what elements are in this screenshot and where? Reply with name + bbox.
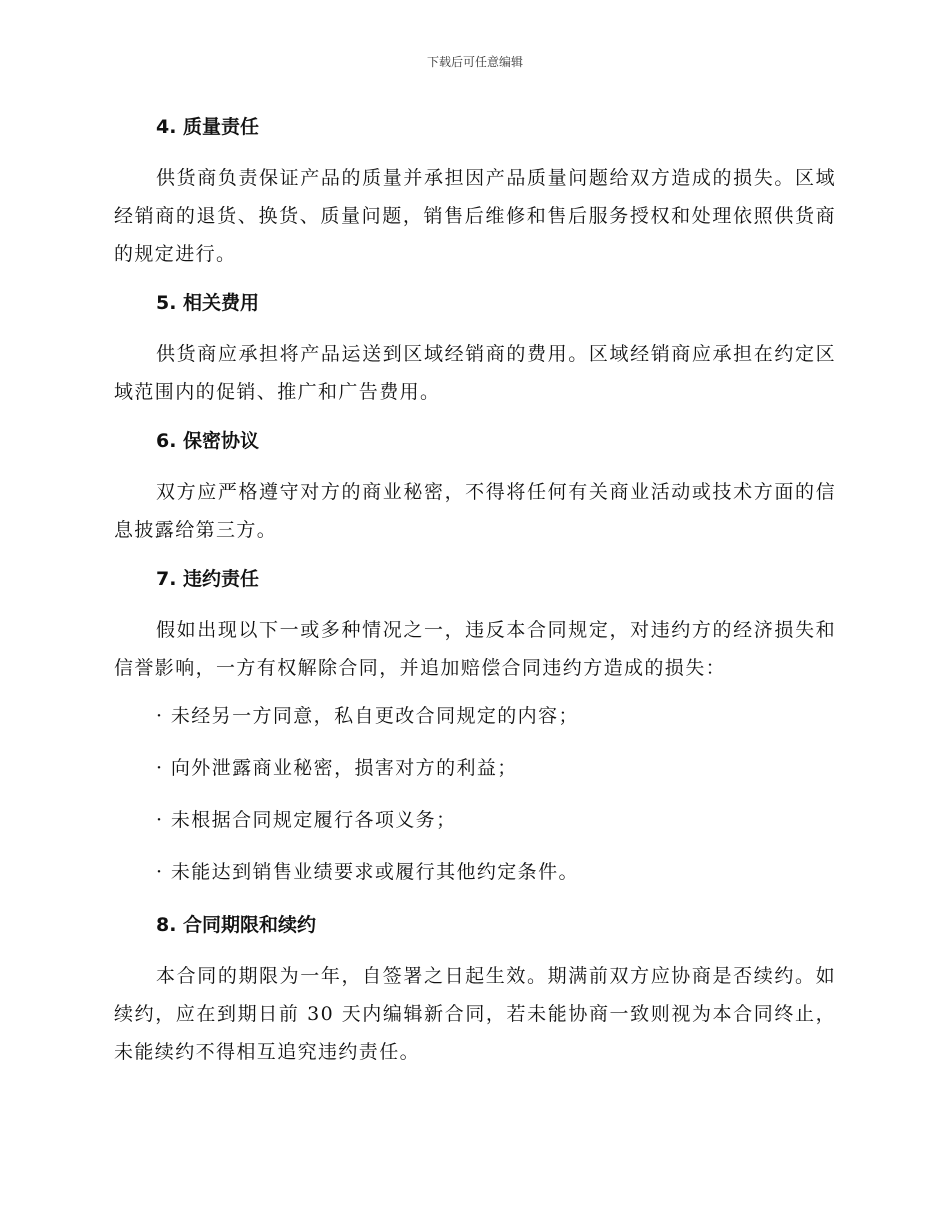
section-paragraph: 供货商应承担将产品运送到区域经销商的费用。区域经销商应承担在约定区域范围内的促销、推广和广告费用。 — [114, 343, 836, 403]
section-heading: 6. 保密协议 — [156, 430, 260, 452]
section-heading: 7. 违约责任 — [156, 568, 260, 590]
section-paragraph: 供货商负责保证产品的质量并承担因产品质量问题给双方造成的损失。区域经销商的退货、换货、质量问题，销售后维修和售后服务授权和处理依照供货商的规定进行。 — [114, 167, 836, 265]
section-confidentiality — [114, 421, 836, 549]
section-heading: 8. 合同期限和续约 — [156, 914, 317, 936]
bullet-item: · 向外泄露商业秘密，损害对方的利益； — [156, 757, 518, 779]
section-term-renewal — [114, 905, 836, 1071]
section-related-fees — [114, 283, 836, 411]
section-quality-responsibility — [114, 107, 836, 273]
page-header: 下载后可任意编辑 — [426, 55, 523, 69]
section-heading: 4. 质量责任 — [156, 116, 260, 138]
bullet-item: · 未能达到销售业绩要求或履行其他约定条件。 — [156, 861, 579, 883]
bullet-item: · 未根据合同规定履行各项义务； — [156, 809, 457, 831]
section-breach-liability — [114, 559, 836, 891]
section-heading: 5. 相关费用 — [156, 292, 260, 314]
document-body — [114, 107, 836, 1081]
bullet-item: · 未经另一方同意，私自更改合同规定的内容； — [156, 705, 579, 727]
section-paragraph: 双方应严格遵守对方的商业秘密，不得将任何有关商业活动或技术方面的信息披露给第三方。 — [114, 481, 836, 541]
section-paragraph: 本合同的期限为一年，自签署之日起生效。期满前双方应协商是否续约。如续约，应在到期日前 30 天内编辑新合同，若未能协商一致则视为本合同终止，未能续约不得相互追究违约责任。 — [114, 965, 836, 1063]
section-paragraph: 假如出现以下一或多种情况之一，违反本合同规定，对违约方的经济损失和信誉影响，一方有权解除合同，并追加赔偿合同违约方造成的损失： — [114, 619, 836, 679]
